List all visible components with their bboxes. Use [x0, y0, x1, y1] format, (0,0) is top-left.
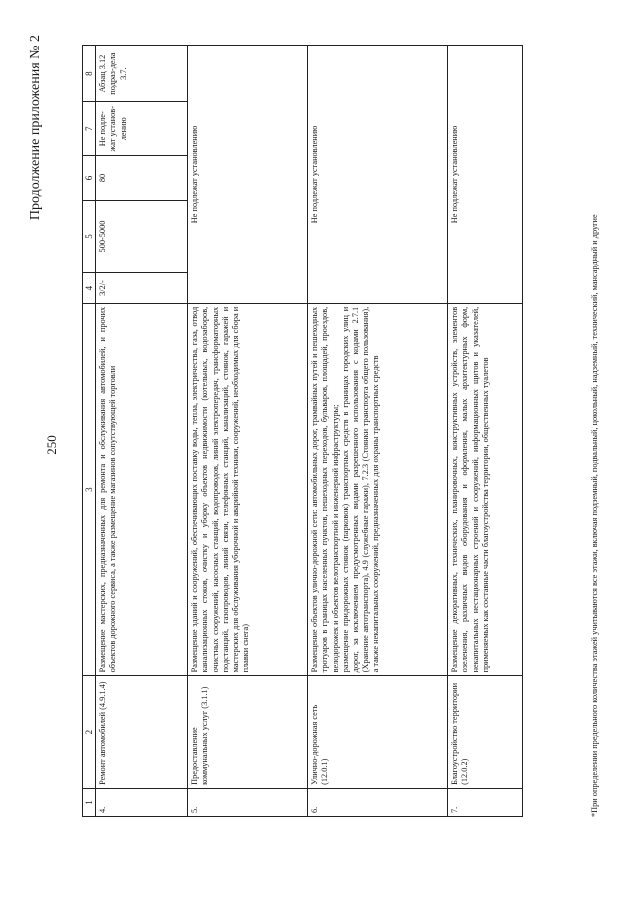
zoning-table [82, 45, 523, 817]
floors-value: 3/2/- [96, 273, 188, 303]
description-paragraph: Размещение зданий и сооружений, обеспечивающих поставку воды, тепла, электричества, газа, отвод канализационных стоков, очистку и уборку объектов недвижимости (котельных, водозаборов, очистных сооружений, насосных станций, водопроводов, линий электропередач, трансформаторных подстанций, газопроводов, линий связи, телефонных станций, канализаций, стоянок, гаражей и мастерских для обслуживания уборочной и аварийной техники, сооружений, необходимых для сбора и плавки снега) [190, 306, 251, 673]
header-cell: 2 [83, 676, 96, 788]
merged-not-established: Не подлежат установлению [308, 46, 448, 304]
footnote: *При определении предельного количества этажей учитываются все этажи, включая подземный, подвальный, цокольный, надземный, технический, мансардный и другие [590, 214, 599, 817]
header-cell: 6 [83, 156, 96, 201]
use-type-name: Предоставление коммунальных услуг (3.1.1) [188, 676, 308, 788]
description-paragraph: Размещение декоративных, технических, планировочных, конструктивных устройств, элементов озеленения, различных видов оборудования и оформления, малых архитектурных форм, некапитальных нестационарных строений и сооружений, информационных щитов и указателей, применяемых как составные части благоустройства территории, общественных туалетов [450, 306, 490, 673]
header-cell: 5 [83, 200, 96, 273]
description-paragraph: размещение придорожных стоянок (парковок) транспортных средств в границах городских улиц и дорог, за исключением предусмотренных видами разрешенного использования с кодами 2.7.1 (Хранение автотранспорта), 4.9 (служебные гаражи), 7.2.3 (Стоянки транспорта общего пользования), а также некапитальных сооружений, предназначенных для охраны транспортных средств [340, 306, 381, 673]
description-paragraph: Размещение мастерских, предназначенных для ремонта и обслуживания автомобилей, и прочих объектов дорожного сервиса, а также размещение магазинов сопутствующей торговли [98, 306, 118, 673]
use-description [448, 303, 523, 676]
area-value: 500-5000 [96, 200, 188, 273]
table-row [96, 46, 188, 817]
table-row [448, 46, 523, 817]
description-paragraph: Размещение объектов улично-дорожной сети: автомобильных дорог, трамвайных путей и пешеходных тротуаров в границах населенных пунктов, пешеходных переходов, бульваров, площадей, проездов, велодорожек и объектов велотранспортной и инженерной инфраструктуры; [310, 306, 340, 673]
table-row [188, 46, 308, 817]
use-description [188, 303, 308, 676]
continuation-title: Продолжение приложения № 2 [28, 35, 43, 221]
reference-value: Абзац 3.12 подраз-дела 3.7. [96, 46, 188, 102]
header-cell: 3 [83, 303, 96, 676]
table-row [308, 46, 448, 817]
header-cell: 7 [83, 102, 96, 156]
use-type-name: Ремонт автомобилей (4.9.1.4) [96, 676, 188, 788]
page-number: 250 [44, 435, 59, 455]
row-number: 6. [308, 788, 448, 816]
merged-not-established: Не подлежат установлению [188, 46, 308, 304]
row-number: 5. [188, 788, 308, 816]
use-description [308, 303, 448, 676]
coverage-value: 80 [96, 156, 188, 201]
merged-not-established: Не подлежат установлению [448, 46, 523, 304]
row-number: 7. [448, 788, 523, 816]
header-cell: 1 [83, 788, 96, 816]
use-type-name: Улично-дорожная сеть (12.0.1) [308, 676, 448, 788]
header-row [83, 46, 96, 817]
use-type-name: Благоустройство территории (12.0.2) [448, 676, 523, 788]
row-number: 4. [96, 788, 188, 816]
setback-value: Не подле-жат установ-лению [96, 102, 188, 156]
use-description [96, 303, 188, 676]
header-cell: 8 [83, 46, 96, 102]
header-cell: 4 [83, 273, 96, 303]
